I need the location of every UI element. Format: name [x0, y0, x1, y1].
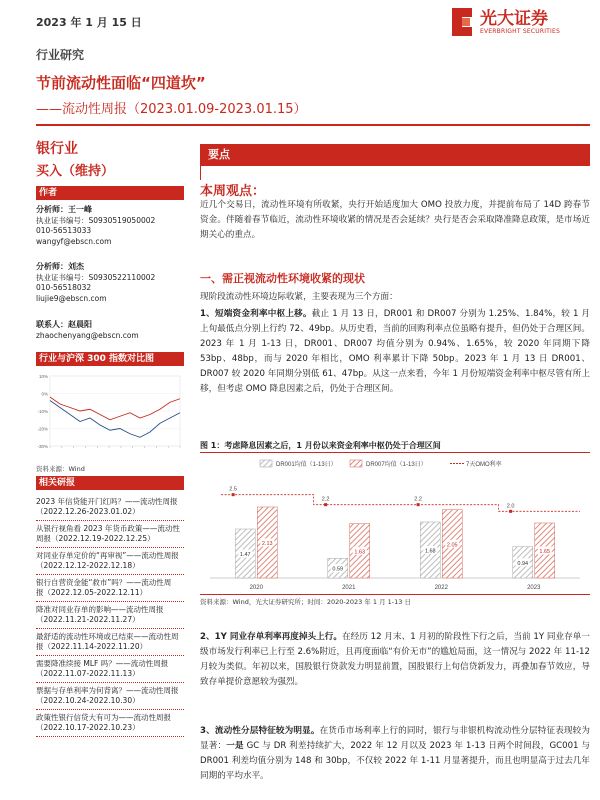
point-2-paragraph	[200, 630, 590, 690]
omo-point	[509, 510, 512, 513]
data-label-dr007: 1.65	[539, 549, 551, 555]
related-report-period: 报（2022.11.14-2022.11.20）	[36, 642, 148, 651]
y-tick-label: -20%	[37, 426, 48, 432]
related-report-period: 报（2022.12.05-2022.12.11）	[36, 588, 148, 597]
header-accent	[200, 166, 201, 180]
related-report-title: 银行自营资金能“救市”吗？——流动性周	[36, 578, 172, 587]
company-logo	[450, 5, 590, 39]
related-report-title: 对同业存单定价的“再审视”——流动性周报	[36, 551, 179, 560]
legend-swatch	[350, 460, 362, 467]
logo-text-cn: 光大证券	[480, 8, 548, 29]
point-3-lead-2: 一是	[226, 741, 244, 751]
figure-1-source: 资料来源：Wind，光大证券研究所；时间：2020-2023 年 1 月 1-13 日	[200, 598, 411, 606]
point-3-text-a: 在货币市场利率上行的同时，银行与非银机构流动性分层特征表现较为显著：	[200, 726, 590, 751]
index-chart-source: 资料来源：Wind	[36, 465, 85, 473]
y-tick-label: 0%	[41, 391, 48, 397]
figure-1-top-rule	[200, 452, 590, 453]
analyst-name: 分析师：王一峰	[36, 205, 92, 214]
rating: 买入（维持）	[36, 164, 115, 179]
analyst-cert: 执业证书编号：S0930522110002	[36, 272, 156, 282]
point-1-lead: 1、短端资金利率中枢上移。	[200, 309, 312, 319]
report-title: 节前流动性面临“四道坎”	[36, 74, 206, 92]
series-bank-line	[50, 397, 180, 420]
related-report-item[interactable]	[36, 602, 184, 629]
related-report-period: （2022.12.12-2022.12.18）	[36, 561, 140, 570]
analyst-email[interactable]: liujie9@ebscn.com	[36, 293, 107, 303]
index-comparison-chart	[36, 370, 184, 462]
contact-email[interactable]: zhaochenyang@ebscn.com	[36, 330, 139, 340]
omo-point	[324, 503, 327, 506]
x-tick-label: 2020	[249, 585, 263, 591]
analyst-email[interactable]: wangyf@ebscn.com	[36, 236, 112, 246]
title-divider	[36, 124, 590, 126]
figure-1-caption: 图 1：考虑降息因素之后，1 月份以来资金利率中枢仍处于合理区间	[200, 441, 441, 450]
related-report-period: （2022.12.26-2023.01.02）	[36, 507, 140, 516]
related-report-title: 2023 年信贷能开门红吗？——流动性周报	[36, 497, 178, 506]
index-chart-header: 行业与沪深 300 指数对比图	[36, 352, 184, 366]
point-1-paragraph	[200, 307, 590, 397]
related-report-title: 最舒适的流动性环境或已结束——流动性周	[36, 632, 179, 641]
related-report-title: 降准对同业存单的影响——流动性周报	[36, 605, 164, 614]
report-category: 行业研究	[36, 48, 85, 62]
related-report-item[interactable]	[36, 575, 184, 602]
point-3-text-b: GC 与 DR 利差持续扩大，2022 年 12 月以及 2023 年 1-13 日两个时间段，GC001 与 DR001 利差均值分别为 148 和 30bp，不仅较 2022 年 1-11 月显著提升，而且也明显高于过去几年同期的平均水平。	[200, 741, 590, 781]
y-tick-label: -30%	[37, 444, 48, 449]
authors-header: 作者	[36, 186, 184, 200]
figure-1-bottom-rule	[200, 594, 590, 595]
report-date: 2023 年 1 月 15 日	[36, 16, 142, 29]
related-reports-list	[36, 494, 184, 737]
analyst-phone: 010-56518032	[36, 283, 92, 292]
data-label-omo: 2.2	[321, 496, 330, 503]
section-1-title: 一、需正视流动性环境收紧的现状	[200, 272, 365, 285]
omo-point	[232, 493, 235, 496]
related-reports-header: 相关研报	[36, 476, 184, 490]
report-subtitle: ——流动性周报（2023.01.09-2023.01.15）	[36, 102, 307, 117]
data-label-omo: 2.0	[506, 503, 515, 510]
related-report-item[interactable]	[36, 710, 184, 737]
analyst-phone: 010-56513033	[36, 226, 92, 235]
section-1-intro: 现阶段流动性环境边际收紧，主要表现为三个方面：	[200, 292, 398, 302]
related-report-period: （2022.10.17-2022.10.23）	[36, 723, 140, 732]
sector-name: 银行业	[36, 141, 78, 157]
point-1-text: 截止 1 月 13 日，DR001 和 DR007 分别为 1.25%、1.84%，较 1 月上旬最低点分别上行约 72、49bp。从历史看，当前的回购利率点位虽略有提升，但仍处于合理区间。2023 年 1 月 1-13 日，DR001、DR007 均值分别为 0.94%、1.65%，较 2020 年同期下降 53bp、48bp，而与 2020 年相比，OMO 利率累计下降 50bp。2023 年 1 月 13 日 DR001、DR007 较 2020 年同期分别低 61、47bp。从这一点来看，今年 1 月份短端资金利率中枢尽管有所上移，但考虑 OMO 降息因素之后，仍处于合理区间。	[200, 309, 590, 394]
point-2-text: 在经历 12 月末、1 月初的阶段性下行之后，当前 1Y 同业存单一级市场发行利率已上行至 2.6%附近，且再度面临“有价无市”的尴尬局面，这一情况与 2022 年 11-12 月较为类似。年初以来，国股银行贷款发力明显前置，国股银行上旬信贷新发力，再叠加春节效应，导致存单提价意愿较为强烈。	[200, 632, 590, 687]
related-report-item[interactable]	[36, 521, 184, 548]
data-label-dr001: 1.68	[424, 548, 436, 555]
legend-swatch	[260, 460, 272, 467]
key-points-header: 要点	[200, 144, 590, 166]
related-report-item[interactable]	[36, 548, 184, 575]
data-label-omo: 2.2	[414, 496, 422, 503]
related-report-period: （2022.11.07-2022.11.13）	[36, 669, 140, 678]
related-report-item[interactable]	[36, 494, 184, 521]
point-3-paragraph	[200, 724, 590, 784]
data-label-dr007: 2.13	[261, 541, 273, 547]
analyst-1	[36, 205, 186, 247]
data-label-dr007: 1.63	[354, 549, 366, 556]
related-report-item[interactable]	[36, 629, 184, 656]
omo-point	[417, 503, 420, 506]
point-2-lead: 2、1Y 同业存单利率再度掉头上行。	[200, 632, 343, 642]
logo-mark-icon	[450, 6, 474, 38]
related-report-period: 周报（2022.12.19-2022.12.25）	[36, 534, 155, 543]
contact	[36, 320, 186, 341]
x-tick-label: 2021	[342, 585, 356, 591]
related-report-period: （2022.11.21-2022.11.27）	[36, 615, 140, 624]
x-tick-label: 2023	[527, 585, 541, 591]
analyst-name: 分析师：刘杰	[36, 262, 84, 271]
x-tick-label: 2022	[434, 585, 448, 591]
related-report-item[interactable]	[36, 683, 184, 710]
point-3-lead: 3、流动性分层特征较为明显。	[200, 726, 320, 736]
related-report-title: 从银行视角看 2023 年货币政策——流动性	[36, 524, 180, 533]
legend-label: DR007均值（1-13日）	[366, 462, 427, 468]
data-label-dr001: 1.47	[239, 552, 251, 558]
series-hs300-line	[50, 401, 180, 438]
related-report-title: 需要降准续接 MLF 吗？——流动性周报	[36, 659, 169, 668]
figure-1-bar-chart	[200, 456, 590, 592]
view-title: 本周观点：	[200, 184, 266, 199]
view-paragraph: 近几个交易日，流动性环境有所收紧，央行开始适度加大 OMO 投放力度，并提前布局了 14D 跨春节资金。伴随着春节临近，流动性环境收紧的情况是否会延续？央行是否会采取降准降息政策，是市场近期关心的重点。	[200, 200, 590, 240]
contact-name: 联系人：赵晨阳	[36, 320, 92, 329]
related-report-period: （2022.10.24-2022.10.30）	[36, 696, 140, 705]
related-report-title: 政策性银行信贷大有可为——流动性周报	[36, 713, 171, 722]
data-label-omo: 2.5	[229, 486, 237, 493]
legend-label: 7天OMO利率	[466, 462, 502, 468]
data-label-dr001: 0.59	[332, 566, 344, 573]
analyst-2	[36, 262, 186, 304]
related-report-item[interactable]	[36, 656, 184, 683]
logo-text-en: EVERBRIGHT SECURITIES	[480, 27, 560, 35]
analyst-cert: 执业证书编号：S0930519050002	[36, 215, 156, 225]
y-tick-label: 10%	[38, 374, 48, 379]
data-label-dr001: 0.94	[517, 560, 529, 567]
y-tick-label: -10%	[37, 409, 48, 414]
legend-label: DR001均值（1-13日）	[276, 462, 337, 468]
related-report-title: 票据与存单利率为何背离？——流动性周报	[36, 686, 179, 695]
data-label-dr007: 2.05	[446, 542, 458, 549]
